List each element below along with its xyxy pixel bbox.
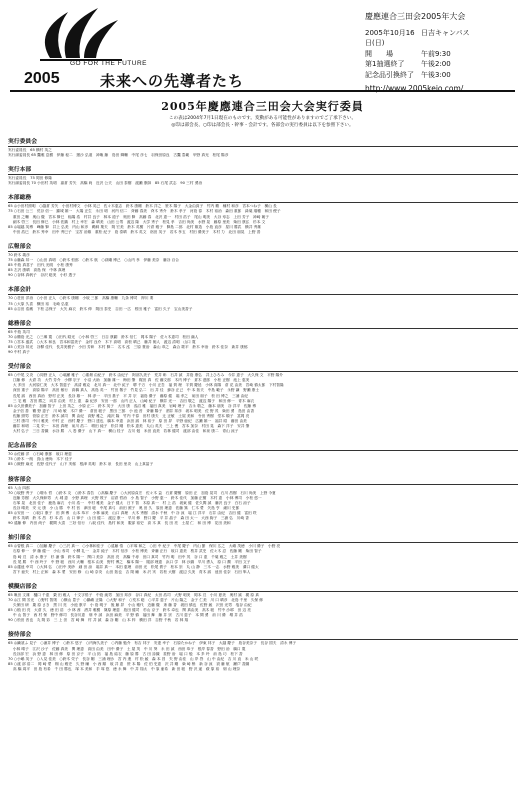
- event-info-rows: [365, 28, 525, 81]
- member-line: 三 宅 雅 宮田 勝之 向井 由美 村上 恵 森 紀彦 安田 一郎 山内 正人 山崎 紀子 横井 光一 吉田 敬之 渡辺 陽子 和田 修一 青木 麻衣: [8, 398, 255, 403]
- info-row: [365, 49, 525, 60]
- section-heading: 本部総務: [8, 192, 518, 203]
- member-line: 65 ◎曾根 真二 ○加藤 慶子 ○三沢 真一 ○小林和佳子 ○遠藤 悟 ○平塚 和之 ○田 中 紀子 中尾 慶子 内山 節 保川 広之 大嶋 茂徳 小川 優子 小野 亮: [8, 544, 281, 549]
- info-row: [365, 59, 525, 70]
- tagline: GO FOR THE FUTURE: [70, 60, 147, 67]
- member-line: 島 崎 亘 清 水 康子 杉 浦 慎 鈴木 陽一 関口 美奈 高田 亮 高橋 千尋 田口 真司 竹内 明 田中 茂 谷 口 恵 千葉 雅之 土井 美樹: [8, 554, 247, 559]
- event-banner: [10, 6, 515, 92]
- info-value: 午後3:00: [421, 70, 451, 79]
- member-line: 長 尾 勝 中 西 玲子 中 野 聡 西川 大輔 根本 由美 野村 博之 橋本 陽一 服部 理恵 浜口 学 林 沙織 早川 勇人 原 口 潤 平田 文子: [8, 559, 251, 564]
- committee-section: [8, 136, 518, 158]
- member-line: 大村 弘子 三日 香織 水谷 勝 八 巻 優子 山下 真一 横山 桂子 吉川 勉 米田 直美 若林 健司 渡部 由佳 和泉 康二 青山 涼子: [8, 429, 239, 434]
- member-line: 石原 伸一 伊 藤 健一 小山 寿司 小柳 礼一 金井 純子 木村 信彦 小松 博美 斉藤 正行 坂口 恵美 桜井 武史 佐々木 忍 佐藤 剛 柴田 智子: [8, 549, 262, 554]
- member-line: 75 ◎藤森 邦一 ○山田 真明 ○鈴木 恒郎 ○鈴木 航 ○荻曦 博己 ○山内 孝 伊藤 美奈 藤谷 百合: [8, 258, 179, 263]
- committee-section: [8, 581, 518, 624]
- section-heading: 総務部会: [8, 318, 518, 329]
- sail-logo-icon: [10, 6, 130, 68]
- member-line: 久保田 研 栗 原 さき 黒 川 亮 小池 康平 小 島 明子 後 藤 昇 小山 雅代 近藤 徹 斎 藤 香 坂田 慎也 佐野 綾 沢田 光男 塩谷 由紀: [8, 603, 252, 608]
- section-heading: 広報部会: [8, 241, 518, 252]
- committee-section: [8, 532, 518, 575]
- committee-section: [8, 474, 518, 527]
- member-line: 85 ○荒谷 邦光 谷柳 佳代 長井美樹子 小田 芳彰 木村 賢二 名木 泓 三原 貴治 森山 恭之 森合 歌平 鈴木 幸治 鈴木 佳奈 新井 康郁: [8, 344, 248, 349]
- member-line: 長谷部 宏 浜 野 恵 林 田 修 原 田 京子 平 山 拓 福 島 結衣 藤 原 勝 古 田 詩織 星野 治 堀 口 勉 本 多 玲 前 島 巧 松下 香: [8, 651, 243, 656]
- member-line: 85 中島 真喜子 田代 光明 小松 康秀: [8, 263, 73, 268]
- member-line: 佐藤 照男 菅原 正宏 鈴木 誠司 関 由紀 高野 雅之 滝沢 隆 竹内 千春 田村 康夫 辻 正敏 土屋 美和 寺田 秀樹 堂本 順子 富岡 亮: [8, 413, 250, 418]
- year-mark: 2005: [24, 70, 60, 87]
- committee-sections: [8, 136, 518, 678]
- event-title: 慶應連合三田会2005年大会: [365, 12, 466, 21]
- member-line: 小林 晴子 江沢 沙子 佐藤 真美 関 理恵 高田 由美 田中 優子 土 屋 茂 中 川 葵 永 田 誠 西田 恭子 根岸 春香 野田 治 橋口 寛: [8, 646, 246, 651]
- member-line: 65 ○中尾 文央 ○同野 正人 ○竜瀬 雅子 ○重畑 由紀子 鈴木 由紀子 阿部久美子 荒井 彰 石井 誠 井島 康弘 井上ひろみ 今井 恵子 大久保 文 平野 陽介: [8, 373, 283, 378]
- section-heading: 本部会計: [8, 284, 518, 295]
- info-label: 第1抽選終了: [365, 60, 405, 68]
- member-line: 75 ○宮本 盛武 ○大木 和良 宮本和富美子 金村 良介 木下 高明 高松 晴己 藤井 朗人 渡辺 清明 山口 寛: [8, 339, 196, 344]
- committee-section: [8, 192, 518, 235]
- note-line: ◎印は部会長、○印は部会長・幹事・会計です。各部会の実行委員は以下を参照下さい。: [171, 123, 354, 128]
- section-heading: 接待部会: [8, 629, 518, 640]
- member-line: 90 ○谷林 真帆子 谷沢 聡美 小杉 透子: [8, 273, 76, 278]
- member-line: 85 ○飯野 麻光 佐野 佳代子 山下 実郁 根津 英明 鈴木 泉 長田 里央 山上真冨子: [8, 462, 154, 467]
- info-label: 開 場: [365, 49, 393, 58]
- member-line: 85 左沢 康晴 高島 保 中林 真理: [8, 268, 66, 273]
- member-line: 85 ◎堀越 英博 峰藤 賢 井上 弘美 内山 和彦 鵜飼 菓夫 岡 宏美 鈴木 英樹 片倉 雅子 賢島 二郎 北村 雄造 小島 直彦 星川 勝武 横井 秀雄: [8, 224, 261, 229]
- member-line: 細木 啓三 長田 修巳 小林 佐織 村上 幸宏 森 晴美 山田 公男 渡辺 隆 大学 秀子 松見 孝 吉田 尚美 水野 晃 藤原 里美 柴田 康弘 杉本 文: [8, 219, 266, 224]
- member-line: 65 ◎鏑須ふ 見子 ○浦井 博子 ○鈴木 悠子 ○内海久美子 ○内藤 勉介 有吉 邦子 安達 幸子 石原たかね子 伊東 邦子 大越 慶子 島谷美奈子 長谷 国夫 清永 博子: [8, 641, 297, 646]
- info-value: 午前9:30: [421, 49, 451, 58]
- committee-section: [8, 241, 518, 278]
- member-line: 65 入山 四郎: [8, 485, 30, 490]
- member-line: 70 ○荘田 洋治 ○小田 正人 ○鈴木 康剛 小坂 三郎 高橋 康輔 九条 博司 押川 要: [8, 296, 154, 301]
- member-line: 70 ○坂野 秀子 ○増永 哲 ○鈴木 友 ○鈴木 春吾 ○高橋 慶子 ○大河原貞宏 佐々木 益 石倉 慶樹 原田 正 加島 晃司 石川 昌樹 石川 尚美 上野 今夏: [8, 490, 276, 495]
- section-heading: 抽引部会: [8, 532, 518, 543]
- member-line: 実行副委員長 65 鷹雅 息樹 伊藤 稔二 猪沙 弘道 神亀 藤 島田 卿輔 中尾 彦七 羽保田原良 古鷹 豊範 甲野 真光 松尾 陽彦: [8, 153, 229, 158]
- member-line: 85 ◎吉田 浩蔵 下松 志保子 大矢 麻衣 鈴木 伸 岡田 泰史 吉田 一広 桜田 雅子 富田 久子 宝山美香子: [8, 306, 193, 311]
- info-value: 日吉キャンパス: [421, 28, 470, 37]
- member-line: 85 ◎久世優美子 加藤 智子 上田 英之 小原 正二 鈴木 英子 大田 康 浅沼 雅 福田 真美 岩崎 理子 吉永 敬之 藤本 朋美 谷 洋平 佐藤 博: [8, 403, 257, 408]
- member-line: 70 ◎鶴島 光之 ○三郷 寛 ○田代 昭光 ○小林 啓三 日吉 康嗣 鈴木 信仁 岡本 陽子 佐々木恵司 松田 満人: [8, 334, 199, 339]
- committee-section: [8, 361, 518, 434]
- member-line: 高 橋 周平 田 島 有希 千 田 勝也 塚 本 美和 手 塚 悠 徳 永 舞 中 井 翔太 中 原 亜希 新 田 聡 野 沢 遥 萩 原 裕 畑 山 理奈: [8, 666, 241, 671]
- committee-section: [8, 318, 518, 355]
- member-line: 宮下 亜矢 村上 正和 森 本 愛 安田 修 山 崎 奈央 山田 拓也 吉 岡 瞳 米 沢 実 若松 大樹 渡辺 久美 青木 誠 池田 佳奈 石田 隼人: [8, 569, 251, 574]
- committee-section: [8, 440, 518, 467]
- member-line: 85 ◎蓮池 幸司 ○大林 弘 ○田中 美砂 細 田 涼 堀井 真一 本田 恵理 前田 光 松尾 貴子 松本 崇 丸 山 静 三木 一志 水野 雅美 溝口 健太: [8, 564, 259, 569]
- member-line: 藤井 和明 二見 栄一 本田 真理 前川 浩二 増田 純子 松井 剛 松本 恵美 丸山 英夫 三上 俊 宮本 加奈 村田 晃 森下 洋子 安井 肇: [8, 424, 250, 429]
- member-line: 90 遠藤 伸 内田 尚子 梶間 大喜 三好 信行 八坂 佳代 島村 和美 服部 裕史 高 木 真 長 田 亮 土屋 仁 和 田 博 花田 美和: [8, 521, 231, 526]
- event-info: [365, 12, 525, 95]
- section-heading: 模擬店部会: [8, 581, 518, 592]
- member-line: 鈴木 英晴 鈴 木 昌 杉 本 浩 山 口 律子 山 田 健二 渡辺 康一 早川 修 野口 慶 平 井 晶子 森 田 太一 大西 絢子 三浦 弘 川崎 香: [8, 516, 249, 521]
- member-line: 70 ◎江 間 芳光 ○野村 智則 ○横山 豊子 ○鍋嶋 正隆 ○大野 和子 ○荒木 聡 ○平井 恵子 片山 隆之 金子 仁美 川 口 晴彦 北島 千里 久保 修: [8, 597, 263, 602]
- document-notes: [0, 115, 525, 129]
- member-line: 65 中島 英司: [8, 329, 30, 334]
- member-line: 実行委員長 75 岡田 修隆: [8, 176, 52, 181]
- info-value: 午後2:00: [421, 60, 451, 68]
- event-url[interactable]: http://www.2005keio.com/: [365, 84, 464, 93]
- document-title: 2005年慶應連合三田会大会実行委員: [161, 100, 364, 113]
- info-label: 記念品引換終了: [365, 70, 414, 79]
- section-heading: 受付部会: [8, 361, 518, 372]
- member-line: 長尾 誠 西田 真治 野村 正美 長谷 雄一 林 淳一 平田 基子 平 井 宗 福島 優子 藤原 健 堀 孝之 前田 朋子 松 田 博之 三浦 由紀: [8, 393, 248, 398]
- member-line: 85 ◎安田 一 ○坂口 康子 田 渕 博 山本 恭平 小林 麻美 山口 真理 大木 秀樹 清水 千秋 中 谷 涼 堀 江 洋平 石井 由紀 吉田 健 富田 咲: [8, 511, 257, 516]
- member-line: 75 ○石田 公三 荒谷 信一 錦城 雄一 大場 正生 永田 明 河内 信二 斉藤 春美 斉木 秀介 鈴木 孝子 河島 春 木村 裕治 森田 重郎 緑葉 瑞穂 和田 俊子: [8, 209, 281, 214]
- member-line: 65 亀田 文雄 樋口 千恵 栗 田 雅人 十文字悟子 中島 純男 加田 邦彦 谷口 真紀 太田 浩司 大野 明美 岡本 亘 小川 夏美 奥村 誠 梶 原 真: [8, 592, 259, 597]
- member-line: 85 ○渡 部 浩二 岡 崎 愛 桐 山 雅史 久 野 瞳 小 西 順 坂 井 恵 笹 本 陽 佐 伯 史恵 沢 井 剛 柴 崎 梢 新 谷 涼 須 藤 航 瀬戸 香織: [8, 661, 250, 666]
- info-row: [365, 28, 525, 49]
- motto: 未来への先導者たち: [100, 72, 245, 90]
- member-line: 75 ○鈴木 一朗 鳥山 徳尚 木下 佳子: [8, 457, 73, 462]
- member-line: 90 中村 真子: [8, 350, 30, 355]
- member-line: 重田 之輔 奥山 徹 宮本 賢巳 稲場 浩 村井 良子 林本 道子 奥田 賢 高藤 春 北沢 恵一 村田 浩子 尾山 明美 大谷 寿志 上田 芳子 神崎 朝子: [8, 214, 269, 219]
- member-line: 70 ○小嶋 英子 ○入見 佳美 ○鈴木 栄子 長谷 剛 三浦 理沙 宮 内 進 村 松 綾 森 本 昌 矢 野 由佳 山 岸 啓 山 中 由紀 吉 川 直 米 山 咲: [8, 656, 259, 661]
- committee-section: [8, 164, 518, 186]
- member-line: 75 ○大原 久喜 横田 裕 毛崎 弘恵: [8, 301, 69, 306]
- member-line: 金子信 善 鶴 野 恵子 川 崎 敏 木戸 優一 倉田 聡子 黒田 三郎 小 池 晋 斉藤 陽子 酒井 邦彦 坂本 明美 佐 野 茂 柴田 勇 島田 由香: [8, 408, 255, 413]
- committee-section: [8, 629, 518, 672]
- member-line: 三村 康司 中川 雅美 中村 正 西村 慶子 野口 達也 橋本 幸恵 浜田 誠 林 裕子 原 田 昇 平野 亜紀 広瀬 雄一 福井 昭 藤田 由美: [8, 419, 247, 423]
- member-line: 大 多田 大河原仁美 大木 智恵子 高清 雅克 北川 真一 北中 紘子 堺 千万 小川 正吾 福 賀 理 宇賀 慶延 小林 高陽 倉 花 由美 宮崎 慎太郎 下村智隆: [8, 383, 284, 388]
- member-line: 70 鈴木 義彦: [8, 252, 30, 257]
- note-line: この表は2004年7月1日現在のものです。変動がある可能性がありますのでご了承下さい。: [168, 116, 357, 121]
- member-line: 65 ◎小田村照明 ○越倉 芳矢 小田村博文 小林 英己 佐々木恵志 鈴木 康剛 鈴木 洋之 笹木 陽子 大金由貢子 竹内 鶴 種村 和彦 宮本つね子 横山 長: [8, 204, 277, 209]
- member-line: 石塚 晃 北田 佳子 鹿島 麻衣 小川 浩一 中村 雅美 金子 健太 日下 智 木原 真一 村 上 浩 坂東 健 佐久間 誠 藤沢 良子 白石 涼子: [8, 500, 251, 505]
- member-line: 実行副委員長 70 小田村 英明 嘉倉 芳矢 高橋 尚 近沢 公夫 山田 泰樹 渡瀬 康帥 85 石尾 武志 90 三村 勇治: [8, 181, 203, 186]
- member-line: 85 ○植 田 亮 大倉 久 徳 田 浩 小 林 茜 酒井 雅樹 篠原 理恵 島田 健司 杉山 京子 鈴木 卓也 関 真由美 高木 聡 竹中 沙耶 田 辺 亮: [8, 608, 251, 613]
- member-line: 実行委員長 65 横村 英之: [8, 148, 52, 152]
- member-line: 深田 重子 高原 陽平 高田 敏行 高橋 真人 高島 英一 竹田 敬子 竹見 弘二 出 井 佳 蜂谷 正己 中 本 拓夫 中島 範子 永野 謙 野瀬 康士: [8, 388, 260, 393]
- section-heading: 記念品部会: [8, 440, 518, 451]
- member-line: 90 ○松田 晋也 丸 岡 彩 三 上 崇 宮 崎 舞 村 井 誠 森 谷 剛 山 本 梓 横田 洋 吉野 千秋 若 林 翔: [8, 618, 189, 623]
- info-label: 2005年10月16日(日): [365, 28, 415, 47]
- member-line: 江藤 修 大倉 功 大竹 芳介 小柳 宗子 小沼 大助 加藤 雄一 梅田 肇 梶田 真 佐 藤文郎 木内 博子 倉木 達郎 小松 正樹 池上 恵美: [8, 378, 250, 383]
- member-line: 長谷 晴美 安 元 康 小 山 勝 中 村 晋 津田 聡 中尾 真弓 前田 照子 奥 田 久 原田 理恵 佐藤 篤 仁木 愛 矢島 亨 細川 史郎: [8, 505, 240, 510]
- section-heading: 実行委員会: [8, 136, 518, 147]
- member-line: 中 山 智子 西 村 保 野中 修司 長谷川恵 畑 中 誠 浜田 麻美 平 野 慎 福田 舞 藤 井 崇 古川 恵子 本 間 勇 前 川 優 増 井 浩: [8, 613, 243, 618]
- info-row: [365, 70, 525, 81]
- section-heading: 実行本部: [8, 164, 518, 175]
- member-line: 70 ◎佐藤 洋 ○石崎 康郎 坂口 理恵: [8, 452, 72, 457]
- member-line: 近藤 芳樹 大久保彰男 大 城 恵 小野 真理 大野 敦子 沼倉 哲治 小 島 智子 小野 恵一 鈴木 佳代 加藤 正樹 木村 恵 小林 博司 小松 悠一: [8, 495, 262, 500]
- member-line: 中田 浩巳 鈴木 秀幸 田中 秀巳子 宝宮 治雄 重松 紀子 島 泰晴 鈴木 英文 宿田 英子 若木 孝五 村田 優美子 木村 力 北田 朋晃 上野 善: [8, 229, 261, 234]
- section-heading: 接客部会: [8, 474, 518, 485]
- committee-section: [8, 284, 518, 311]
